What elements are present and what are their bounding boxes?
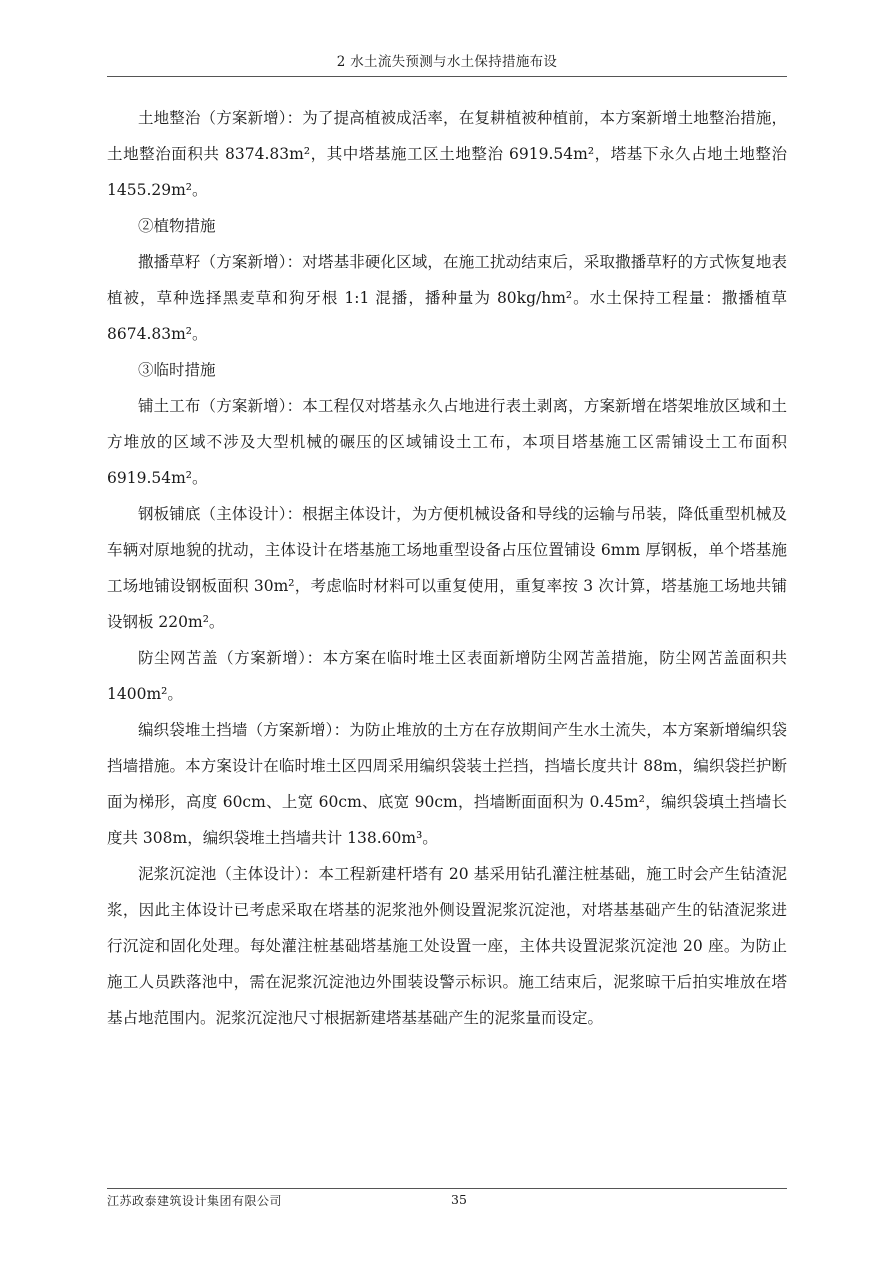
header-divider — [107, 76, 787, 77]
paragraph-grass-seeding: 撒播草籽（方案新增）：对塔基非硬化区域，在施工扰动结束后，采取撒播草籽的方式恢复地表植被，草种选择黑麦草和狗牙根 1:1 混播，播种量为 80kg/hm²。水土保持工程量：撒播植草 8674.83m²。 — [107, 253, 787, 343]
paragraph-woven-bag-wall: 编织袋堆土挡墙（方案新增）：为防止堆放的土方在存放期间产生水土流失，本方案新增编织袋挡墙措施。本方案设计在临时堆土区四周采用编织袋装土拦挡，挡墙长度共计 88m，编织袋拦护断面为梯形，高度 60cm、上宽 60cm、底宽 90cm，挡墙断面面积为 0.45m²，编织袋填土挡墙长度共 308m，编织袋堆土挡墙共计 138.60m³。 — [107, 721, 787, 847]
paragraph-dust-net: 防尘网苫盖（方案新增）：本方案在临时堆土区表面新增防尘网苫盖措施，防尘网苫盖面积共 1400m²。 — [107, 649, 787, 703]
paragraph-land-remediation: 土地整治（方案新增）：为了提高植被成活率，在复耕植被种植前，本方案新增土地整治措施，土地整治面积共 8374.83m²，其中塔基施工区土地整治 6919.54m²，塔基下永久占地土地整治 1455.29m²。 — [107, 109, 787, 199]
paragraph-steel-plate: 钢板铺底（主体设计）：根据主体设计，为方便机械设备和导线的运输与吊装，降低重型机械及车辆对原地貌的扰动，主体设计在塔基施工场地重型设备占压位置铺设 6mm 厚钢板，单个塔基施工场地铺设钢板面积 30m²，考虑临时材料可以重复使用，重复率按 3 次计算，塔基施工场地共铺设钢板 220m²。 — [107, 505, 787, 631]
page-number: 35 — [451, 1192, 467, 1207]
paragraph-geotextile: 铺土工布（方案新增）：本工程仅对塔基永久占地进行表土剥离，方案新增在塔架堆放区域和土方堆放的区域不涉及大型机械的碾压的区域铺设土工布，本项目塔基施工区需铺设土工布面积 6919.54m²。 — [107, 397, 787, 487]
page-header-title: 2 水土流失预测与水土保持措施布设 — [336, 54, 558, 70]
footer-organization: 江苏政泰建筑设计集团有限公司 — [107, 1194, 283, 1208]
heading-plant-measures: ②植物措施 — [138, 217, 216, 235]
heading-temporary-measures: ③临时措施 — [138, 361, 216, 379]
paragraph-mud-settling-pond: 泥浆沉淀池（主体设计）：本工程新建杆塔有 20 基采用钻孔灌注桩基础，施工时会产生钻渣泥浆，因此主体设计已考虑采取在塔基的泥浆池外侧设置泥浆沉淀池，对塔基基础产生的钻渣泥浆进行沉淀和固化处理。每处灌注桩基础塔基施工处设置一座，主体共设置泥浆沉淀池 20 座。为防止施工人员跌落池中，需在泥浆沉淀池边外围装设警示标识。施工结束后，泥浆晾干后拍实堆放在塔基占地范围内。泥浆沉淀池尺寸根据新建塔基基础产生的泥浆量而设定。 — [107, 865, 787, 1027]
footer-divider — [107, 1188, 787, 1189]
document-body — [107, 100, 787, 1036]
